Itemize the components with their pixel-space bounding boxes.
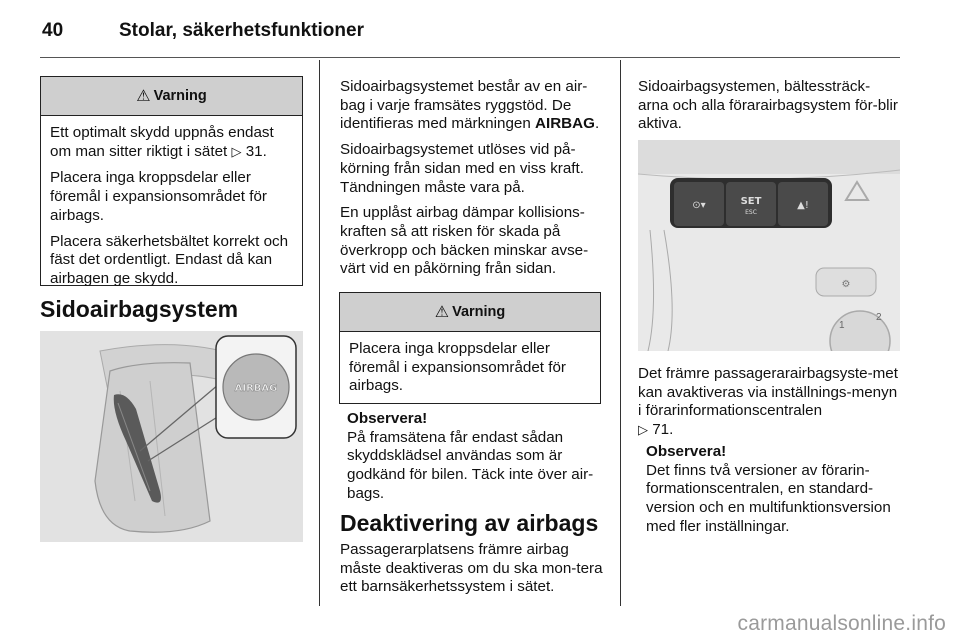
warning-paragraph: Placera inga kroppsdelar eller föremål i expansionsområdet för airbags. [50,169,267,224]
note-text: På framsätena får endast sådan skyddsklädsel användas som är godkänd för bilen. Täck inte över air-bags. [347,428,594,502]
warning-triangle-icon: ⚠ [434,304,450,321]
warning-paragraph: Placera inga kroppsdelar eller föremål i expansionsområdet för airbags. [349,340,566,395]
warning-triangle-icon: ⚠ [136,88,151,105]
dial-1: 1 [839,320,845,331]
note-title: Observera! [646,443,727,460]
warning-box [40,76,303,286]
dashboard-buttons-illustration [638,140,900,351]
section-heading: Deaktivering av airbags [340,510,599,536]
watermark: carmanualsonline.info [737,612,946,635]
paragraph: Sidoairbagsystemet utlöses vid på-körning från sidan med en viss kraft. Tändningen måste vara på. [340,141,584,196]
warning-header [340,293,600,332]
page-title: Stolar, säkerhetsfunktioner [119,20,364,41]
dial-2: 2 [876,312,882,323]
page-ref-icon: ▷ [231,144,242,160]
note-block [347,410,605,504]
column-divider [620,60,621,606]
section-heading: Sidoairbagsystem [40,296,239,322]
paragraph: Passagerarplatsens främre airbag måste deaktiveras om du ska mon-tera ett barnsäkerhetssystem i sätet. [340,541,603,596]
paragraph: En upplåst airbag dämpar kollisions-kraften så att risken för skada på överkropp och bäcken minskar avse-värt vid en påkörning från sidan. [340,204,589,278]
warning-paragraph: Placera säkerhetsbältet korrekt och fäst det ordentligt. Endast då kan airbagen ge skydd. [50,232,289,287]
note-text: Det finns två versioner av förarin-formationscentralen, en standard-version och en multifunktionsversion med fler inställningar. [646,461,891,535]
note-block [646,443,902,537]
page-ref[interactable]: 31. [245,142,267,160]
page-ref-icon: ▷ [638,423,648,439]
column-2 [340,78,605,286]
page-number: 40 [42,20,64,41]
auto-light-icon: ⊙▾ [692,200,706,211]
esc-label: ESC [745,209,757,216]
warning-box [339,292,601,404]
paragraph: Sidoairbagsystemet består av en air-bag i varje framsätes ryggstöd. De identifieras med märkningen AIRBAG. [340,78,600,133]
warning-label: Varning [153,88,207,104]
column-divider [319,60,320,606]
note-title: Observera! [347,410,428,427]
set-label: SET [740,196,762,207]
paragraph: Sidoairbagsystemen, bältessträck-arna och alla förarairbagsystem för-blir aktiva. [638,78,898,133]
paragraph: Det främre passagerarairbagsyste-met kan avaktiveras via inställnings-menyn i förarinformationscentralen ▷ 71. [638,365,898,439]
fan-icon: ⚙ [841,279,851,290]
lane-assist-icon: ▲! [797,200,809,211]
airbag-badge-text: AIRBAG [234,383,278,394]
seat-airbag-illustration [40,331,303,542]
warning-paragraph: Ett optimalt skydd uppnås endast om man sitter riktigt i sätet ▷ 31. [50,124,274,160]
warning-header [41,77,302,116]
header-rule [40,57,900,58]
page-ref[interactable]: 71. [652,421,674,439]
airbag-marking: AIRBAG [535,115,595,133]
warning-label: Varning [452,304,506,320]
